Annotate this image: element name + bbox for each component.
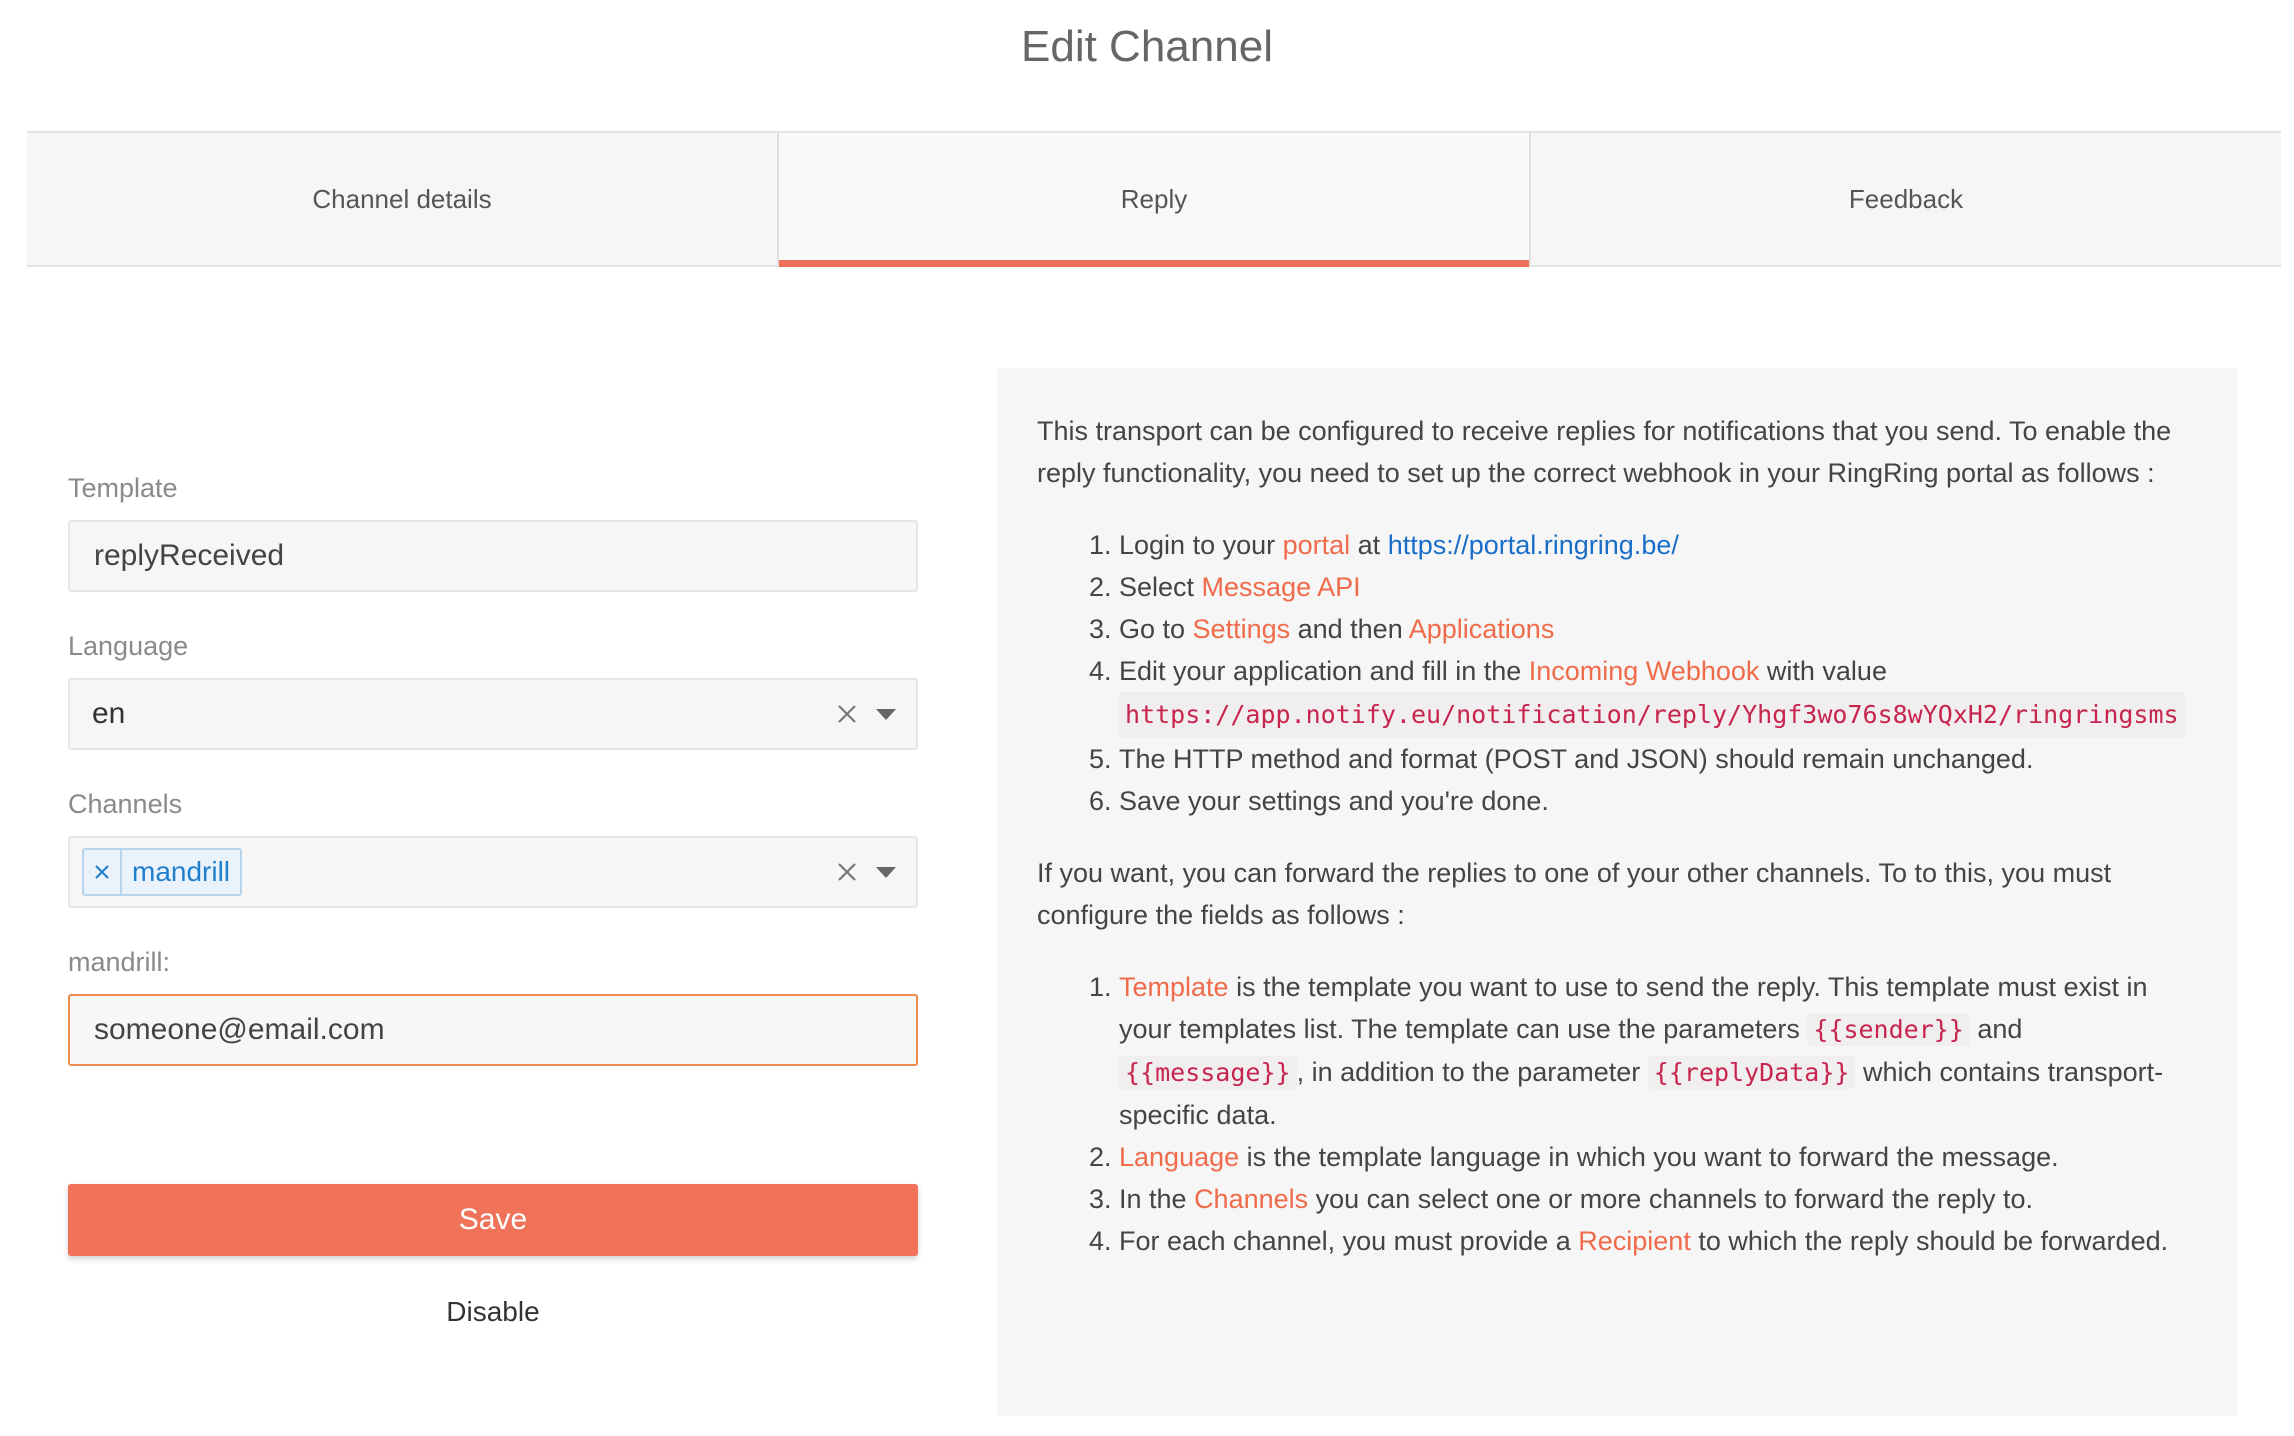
clear-icon[interactable]	[834, 859, 860, 885]
chevron-down-icon[interactable]	[876, 867, 896, 878]
channels-help-link[interactable]: Channels	[1194, 1184, 1309, 1214]
tab-bar	[27, 131, 2281, 267]
forward-intro: If you want, you can forward the replies to one of your other channels. To to this, you must configure the fields as follows :	[1037, 858, 2112, 930]
channel-tag-label: mandrill	[132, 856, 231, 887]
message-param-code: {{message}}	[1119, 1056, 1297, 1089]
language-select[interactable]	[68, 678, 918, 750]
list-item: 2. Select Message API	[1119, 566, 2197, 608]
chevron-down-icon[interactable]	[876, 709, 896, 720]
webhook-steps	[1037, 524, 2197, 822]
language-label: Language	[68, 631, 189, 661]
template-label: Template	[68, 473, 178, 503]
tag-remove-button[interactable]	[84, 850, 122, 894]
recipient-email-input[interactable]	[68, 994, 918, 1066]
list-item: 3. In the Channels you can select one or more channels to forward the reply to.	[1119, 1178, 2197, 1220]
template-help-link[interactable]: Template	[1119, 972, 1229, 1002]
tab-reply[interactable]: Reply	[777, 133, 1529, 265]
channels-label: Channels	[68, 789, 183, 819]
applications-link[interactable]: Applications	[1408, 614, 1555, 644]
list-item: 1. Login to your portal at https://portal.ringring.be/	[1119, 524, 2197, 566]
channel-tag	[82, 848, 242, 896]
save-button[interactable]: Save	[68, 1184, 918, 1256]
list-item: 4. For each channel, you must provide a Recipient to which the reply should be forwarded.	[1119, 1220, 2197, 1262]
portal-link[interactable]: portal	[1282, 530, 1351, 560]
forward-steps	[1037, 966, 2197, 1262]
clear-icon[interactable]	[834, 701, 860, 727]
reply-form	[68, 468, 918, 1066]
tab-channel-details[interactable]: Channel details	[312, 183, 492, 214]
incoming-webhook-link[interactable]: Incoming Webhook	[1528, 656, 1760, 686]
list-item: 3. Go to Settings and then Applications	[1119, 608, 2197, 650]
message-api-link[interactable]: Message API	[1201, 572, 1361, 602]
replydata-param-code: {{replyData}}	[1648, 1056, 1856, 1089]
language-select-controls	[834, 680, 896, 748]
settings-link[interactable]: Settings	[1192, 614, 1291, 644]
webhook-url-code: https://app.notify.eu/notification/reply/Yhgf3wo76s8wYQxH2/ringringsms	[1119, 692, 2185, 738]
list-item: 5. The HTTP method and format (POST and JSON) should remain unchanged.	[1119, 738, 2197, 780]
sender-param-code: {{sender}}	[1807, 1013, 1970, 1046]
help-intro: This transport can be configured to receive replies for notifications that you send. To enable the reply functionality, you need to set up the correct webhook in your RingRing portal as follows :	[1037, 416, 2172, 488]
recipient-help-link[interactable]: Recipient	[1578, 1226, 1691, 1256]
list-item: 4. Edit your application and fill in the Incoming Webhook with value https://app.notify.eu/notification/reply/Yhgf3wo76s8wYQxH2/ringringsms	[1119, 650, 2197, 738]
language-value: en	[92, 697, 126, 730]
page-title: Edit Channel	[1021, 22, 1273, 71]
disable-button[interactable]: Disable	[446, 1296, 540, 1327]
list-item: 1. Template is the template you want to use to send the reply. This template must exist in your templates list. The template can use the parameters {{sender}} and {{message}} , in addition to the parameter {{replyData}} which contains transport-specific data.	[1119, 966, 2197, 1136]
list-item: 6. Save your settings and you're done.	[1119, 780, 2197, 822]
tab-feedback[interactable]: Feedback	[1529, 133, 2281, 265]
portal-url-link[interactable]: https://portal.ringring.be/	[1387, 530, 1679, 560]
channels-select[interactable]	[68, 836, 918, 908]
list-item: 2. Language is the template language in which you want to forward the message.	[1119, 1136, 2197, 1178]
recipient-label: mandrill:	[68, 947, 171, 977]
help-panel	[997, 368, 2237, 1416]
language-help-link[interactable]: Language	[1119, 1142, 1240, 1172]
template-input[interactable]	[68, 520, 918, 592]
close-icon	[94, 864, 110, 880]
channels-select-controls	[834, 838, 896, 906]
